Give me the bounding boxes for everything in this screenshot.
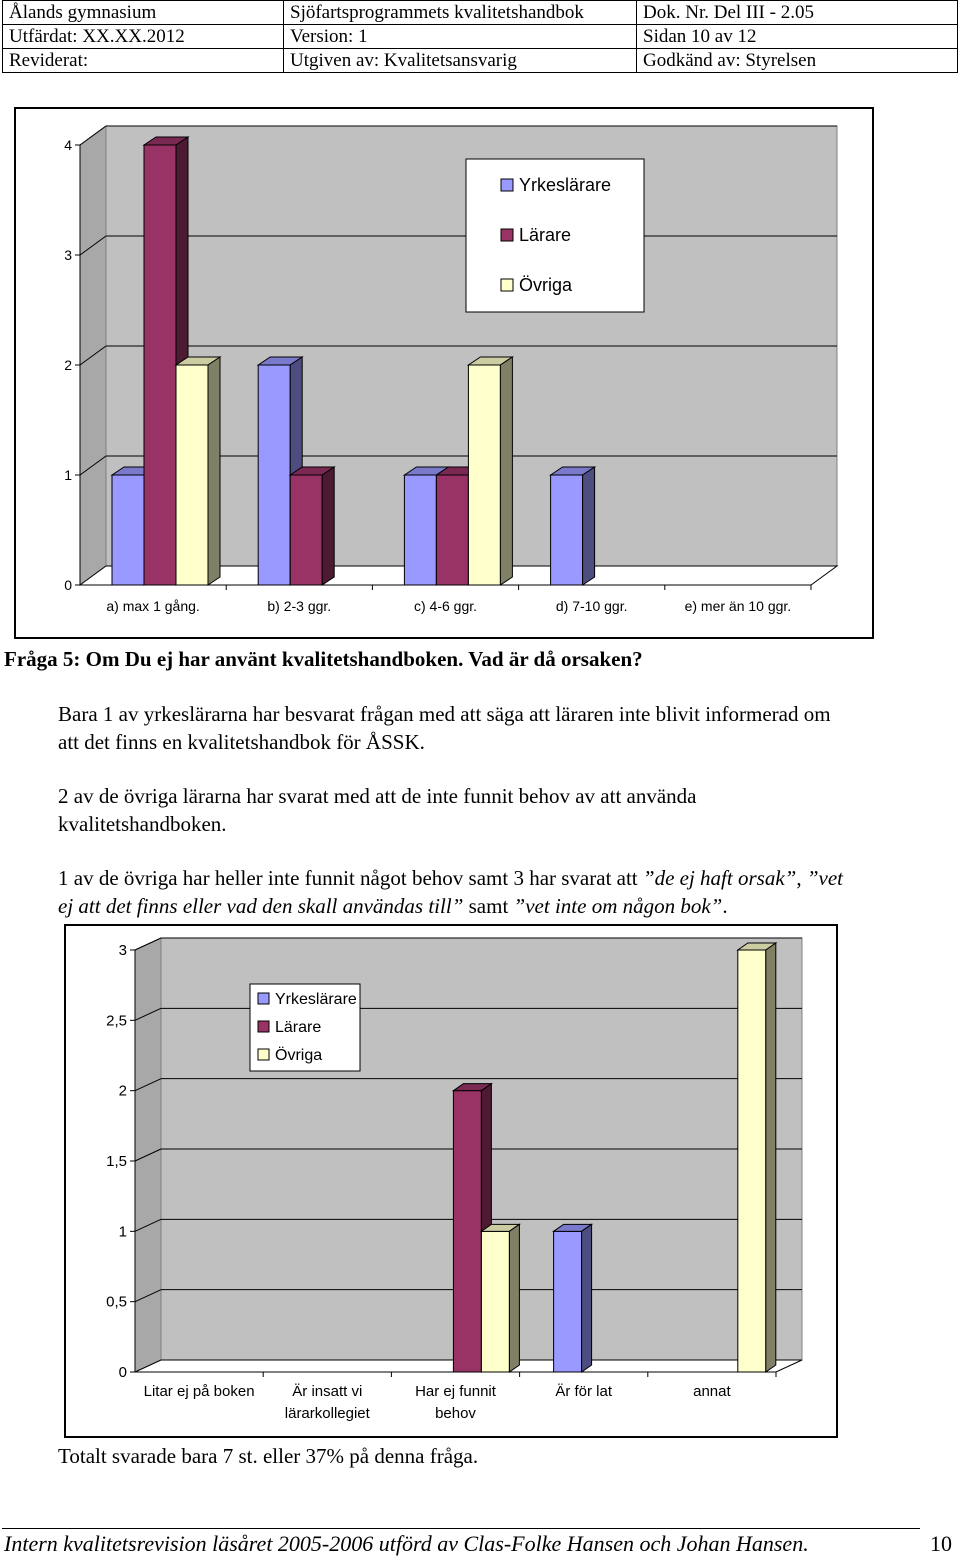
paragraph-2 <box>58 782 697 838</box>
legend-label: Övriga <box>519 275 573 295</box>
p3-quote-orsak: ”de ej haft orsak” <box>642 866 797 890</box>
bar-side <box>322 467 334 585</box>
legend-label: Övriga <box>275 1047 323 1064</box>
chart-2-svg <box>66 926 836 1436</box>
p3-quote-bok: ”vet inte om någon bok” <box>513 894 723 918</box>
x-tick-label: c) 4-6 ggr. <box>413 598 478 614</box>
question-5-heading: Fråga 5: Om Du ej har använt kvalitetshandboken. Vad är då orsaken? <box>4 647 643 671</box>
bar-front <box>453 1091 481 1372</box>
legend-swatch <box>501 179 513 191</box>
y-tick-label: 4 <box>64 137 72 153</box>
p3-text-a: 1 av de övriga har heller inte funnit något behov samt 3 har svarat att <box>58 866 643 890</box>
chart-2-frame <box>64 924 838 1438</box>
bar-side <box>500 357 512 585</box>
header-row <box>3 1 958 25</box>
bar-front <box>144 145 176 585</box>
footer-divider <box>2 1528 920 1529</box>
legend-label: Yrkeslärare <box>519 175 612 195</box>
x-tick-label: e) mer än 10 ggr. <box>684 598 792 614</box>
paragraph-1-line-1: Bara 1 av yrkeslärarna har besvarat frågan med att säga att läraren inte blivit informerad om <box>58 702 831 726</box>
x-tick-label: Är insatt vi <box>292 1383 363 1400</box>
x-tick-label: annat <box>693 1383 731 1400</box>
bar-front <box>112 475 144 585</box>
paragraph-3-line-1 <box>58 864 958 892</box>
y-tick-label: 1 <box>64 467 72 483</box>
header-doc-number: Dok. Nr. Del III - 2.05 <box>637 1 958 25</box>
x-tick-label: Är för lat <box>555 1383 613 1400</box>
header-page: Sidan 10 av 12 <box>637 25 958 49</box>
paragraph-2-line-2: kvalitetshandboken. <box>58 812 227 836</box>
y-tick-label: 0 <box>64 577 72 593</box>
legend-swatch <box>258 1021 269 1032</box>
bar-front <box>404 475 436 585</box>
bar-front <box>481 1231 509 1372</box>
x-tick-label: Litar ej på boken <box>143 1383 255 1400</box>
x-tick-label: Har ej funnit <box>415 1383 496 1400</box>
p3-text-h: . <box>722 894 728 918</box>
chart-1-svg <box>16 109 872 637</box>
document-header-table <box>2 0 958 73</box>
legend-label: Yrkeslärare <box>275 991 357 1008</box>
legend-label: Lärare <box>275 1019 322 1036</box>
header-row <box>3 25 958 49</box>
p3-text-f: samt <box>463 894 514 918</box>
legend-label: Lärare <box>519 225 572 245</box>
header-approved-by: Godkänd av: Styrelsen <box>637 49 958 73</box>
y-tick-label: 3 <box>118 942 127 959</box>
x-tick-label: d) 7-10 ggr. <box>555 598 628 614</box>
chart-1-frame <box>14 107 874 639</box>
legend-swatch <box>258 1049 269 1060</box>
x-tick-label: behov <box>435 1405 476 1422</box>
legend-swatch <box>501 229 513 241</box>
page-number: 10 <box>930 1531 952 1556</box>
bar-side <box>509 1224 519 1372</box>
legend-swatch <box>501 279 513 291</box>
paragraph-1-line-2: att det finns en kvalitetshandbok för ÅSSK. <box>58 730 425 754</box>
y-tick-label: 0,5 <box>106 1293 127 1311</box>
y-tick-label: 1 <box>118 1223 127 1241</box>
bar-front <box>290 475 322 585</box>
x-tick-label: b) 2-3 ggr. <box>267 598 332 614</box>
paragraph-3-line-2 <box>58 892 958 920</box>
x-tick-label: a) max 1 gång. <box>106 598 200 614</box>
bar-front <box>554 1231 582 1372</box>
paragraph-3 <box>58 864 958 920</box>
y-tick-label: 2 <box>64 357 72 373</box>
header-handbook: Sjöfartsprogrammets kvalitetshandbok <box>284 1 637 25</box>
y-tick-label: 2,5 <box>106 1012 127 1030</box>
header-row <box>3 49 958 73</box>
header-revised: Reviderat: <box>3 49 284 73</box>
y-tick-label: 1,5 <box>106 1153 127 1170</box>
bar-front <box>176 365 208 585</box>
header-version: Version: 1 <box>284 25 637 49</box>
p3-quote-vet-cont: ej att det finns eller vad den skall användas till” <box>58 894 464 918</box>
header-issued: Utfärdat: XX.XX.2012 <box>3 25 284 49</box>
bar-side <box>582 1224 592 1372</box>
bar-side <box>208 357 220 585</box>
total-answers: Totalt svarade bara 7 st. eller 37% på denna fråga. <box>58 1444 479 1468</box>
bar-front <box>468 365 500 585</box>
bar-side <box>766 943 776 1372</box>
paragraph-1 <box>58 700 831 756</box>
p3-quote-vet: ”vet <box>806 866 843 890</box>
footer-text: Intern kvalitetsrevision läsåret 2005-2006 utförd av Clas-Folke Hansen och Johan Hansen. <box>4 1531 809 1556</box>
bar-side <box>583 467 595 585</box>
bar-front <box>258 365 290 585</box>
header-published-by: Utgiven av: Kvalitetsansvarig <box>284 49 637 73</box>
header-school: Ålands gymnasium <box>3 1 284 25</box>
y-tick-label: 3 <box>64 247 72 263</box>
paragraph-2-line-1: 2 av de övriga lärarna har svarat med att de inte funnit behov av att använda <box>58 784 697 808</box>
y-tick-label: 2 <box>118 1082 127 1100</box>
bar-front <box>738 950 766 1372</box>
x-tick-label: lärarkollegiet <box>284 1405 370 1422</box>
bar-front <box>436 475 468 585</box>
bar-front <box>551 475 583 585</box>
legend-swatch <box>258 993 269 1004</box>
y-tick-label: 0 <box>118 1364 127 1381</box>
p3-text-c: , <box>796 866 807 890</box>
